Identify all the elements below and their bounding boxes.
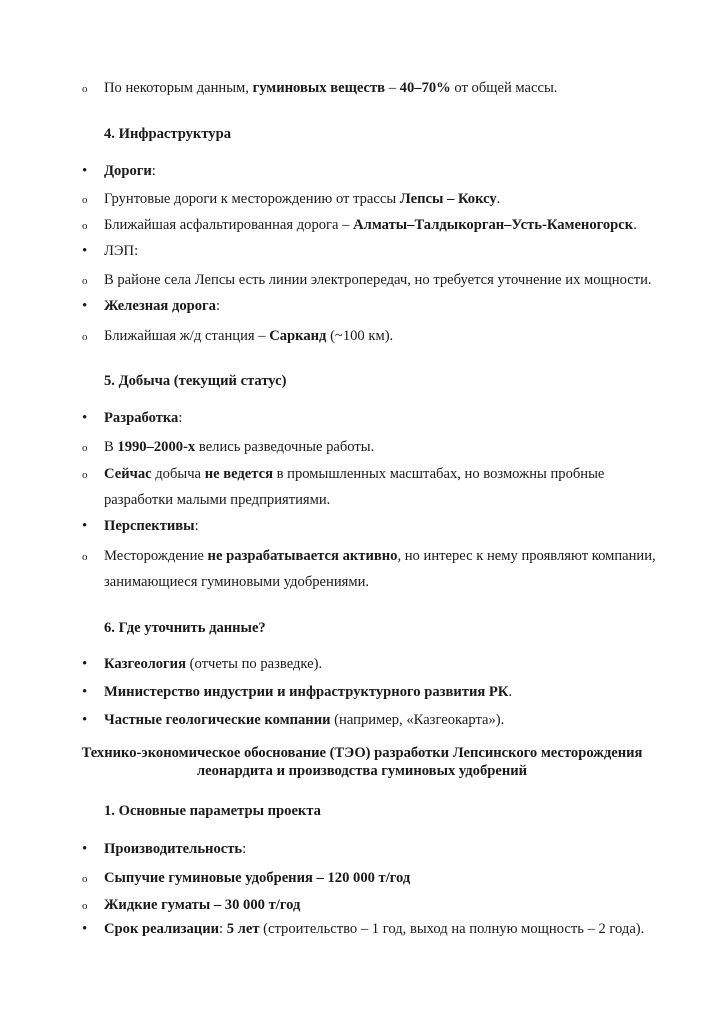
text: : <box>219 921 227 937</box>
text: (отчеты по разведке). <box>185 656 323 672</box>
document-title-line-1: Технико-экономическое обоснование (ТЭО) разработки Лепсинского месторождения <box>81 745 643 761</box>
text: : <box>151 163 156 179</box>
bold-text: Дороги <box>104 163 152 179</box>
text: : <box>134 243 139 259</box>
bullet: • <box>82 712 88 728</box>
sub-bullet: o <box>82 469 88 481</box>
text: ЛЭП <box>104 243 135 259</box>
bold-text: Железная дорога <box>104 298 216 314</box>
bold-text: Разработка <box>104 410 179 426</box>
text: (~100 км). <box>326 328 394 344</box>
heading-infrastructure: 4. Инфраструктура <box>104 126 232 142</box>
bold-text: Перспективы <box>104 518 195 534</box>
bold-text: Частные геологические компании <box>104 712 331 728</box>
text: . <box>508 684 513 700</box>
bullet: • <box>82 410 88 426</box>
text: . <box>633 217 637 233</box>
bold-text: Сейчас <box>104 466 152 482</box>
bold-text: Сарканд <box>269 328 327 344</box>
sub-bullet: o <box>82 220 88 232</box>
sub-bullet: o <box>82 900 88 912</box>
text: , но интерес к нему проявляют компании, <box>397 548 656 564</box>
text: : <box>242 841 247 857</box>
sub-bullet: o <box>82 83 88 95</box>
sub-bullet: o <box>82 873 88 885</box>
text: В районе села Лепсы есть линии электропередач, но требуется уточнение их мощности. <box>104 272 652 288</box>
text: Месторождение <box>104 548 208 564</box>
sub-bullet: o <box>82 442 88 454</box>
bullet: • <box>82 656 88 672</box>
sub-bullet: o <box>82 331 88 343</box>
bold-text: не ведется <box>204 466 273 482</box>
text: Грунтовые дороги к месторождению от трассы <box>104 191 400 207</box>
bold-text: Жидкие гуматы – 30 000 т/год <box>104 897 301 913</box>
text: добыча <box>151 466 205 482</box>
text: разработки малыми предприятиями. <box>104 492 331 508</box>
bold-text: гуминовых веществ <box>252 80 386 96</box>
bullet: • <box>82 298 88 314</box>
text: (строительство – 1 год, выход на полную мощность – 2 года). <box>259 921 645 937</box>
heading-where-to-verify: 6. Где уточнить данные? <box>104 620 266 636</box>
bullet: • <box>82 684 88 700</box>
heading-production-status: 5. Добыча (текущий статус) <box>104 373 287 389</box>
bold-text: Алматы–Талдыкорган–Усть-Каменогорск <box>353 217 634 233</box>
bold-text: Лепсы – Коксу <box>399 191 497 207</box>
sub-bullet: o <box>82 194 88 206</box>
bold-text: Министерство индустрии и инфраструктурного развития РК <box>104 684 509 700</box>
text: – <box>385 80 400 96</box>
text: в промышленных масштабах, но возможны пробные <box>272 466 605 482</box>
bold-text: 1990–2000-х <box>117 439 196 455</box>
text: занимающиеся гуминовыми удобрениями. <box>104 574 370 590</box>
heading-project-parameters: 1. Основные параметры проекта <box>104 803 321 819</box>
text: : <box>194 518 199 534</box>
text: : <box>178 410 183 426</box>
bullet: • <box>82 243 88 259</box>
bold-text: 5 лет <box>226 921 260 937</box>
sub-bullet: o <box>82 551 88 563</box>
bullet: • <box>82 841 88 857</box>
bold-text: 40–70% <box>399 80 451 96</box>
text: от общей массы. <box>450 80 558 96</box>
bold-text: Сыпучие гуминовые удобрения – 120 000 т/год <box>104 870 411 886</box>
bold-text: Срок реализации <box>104 921 220 937</box>
bullet: • <box>82 163 88 179</box>
bullet: • <box>82 921 88 937</box>
text: . <box>496 191 501 207</box>
text: В <box>104 439 118 455</box>
bold-text: Казгеология <box>104 656 186 672</box>
text: : <box>215 298 221 314</box>
document-title-line-2: леонардита и производства гуминовых удобрений <box>196 763 528 779</box>
bold-text: не разрабатывается активно <box>207 548 398 564</box>
text: (например, «Казгеокарта»). <box>330 712 505 728</box>
text: По некоторым данным, <box>104 80 253 96</box>
bullet: • <box>82 518 88 534</box>
sub-bullet: o <box>82 275 88 287</box>
text: Ближайшая асфальтированная дорога – <box>104 217 354 233</box>
bold-text: Производительность <box>104 841 243 857</box>
text: велись разведочные работы. <box>195 439 375 455</box>
text: Ближайшая ж/д станция – <box>104 328 270 344</box>
